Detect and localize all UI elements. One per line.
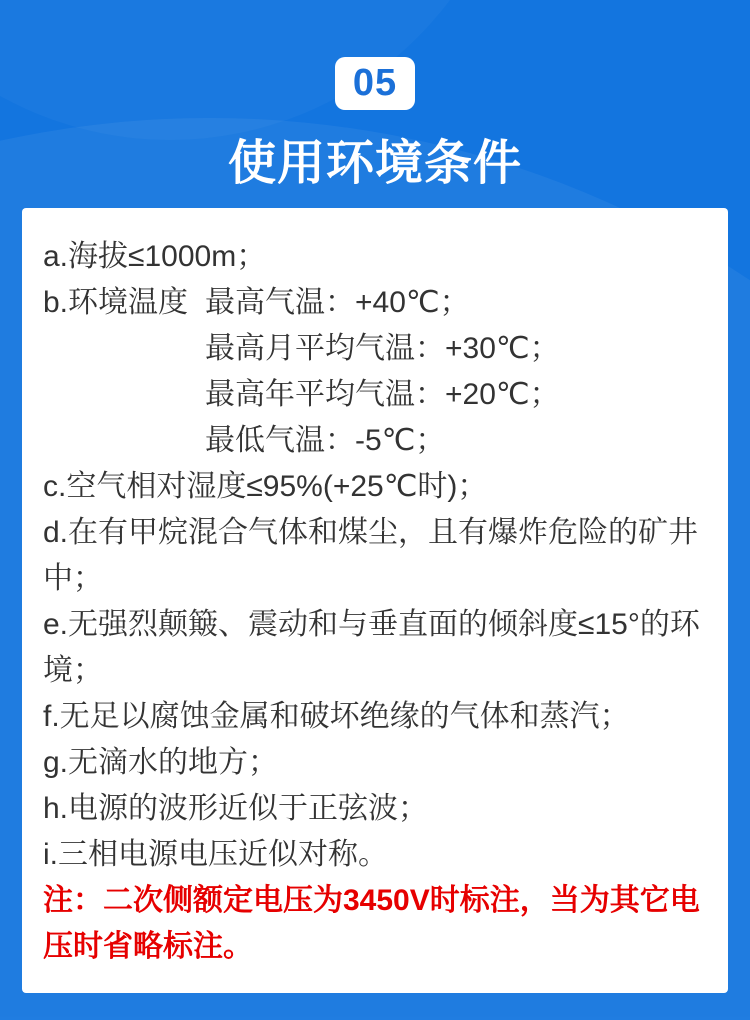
temp-line-max-year-avg: 最高年平均气温：+20℃； (205, 378, 560, 411)
section-number-badge (335, 57, 415, 110)
temp-line-max-month-avg: 最高月平均气温：+30℃； (205, 332, 560, 365)
condition-line-e: e.无强烈颠簸、震动和与垂直面的倾斜度≤15°的环境； (43, 608, 700, 687)
section-title: 使用环境条件 (227, 137, 522, 190)
condition-line-c: c.空气相对湿度≤95%(+25℃时)； (43, 470, 488, 503)
condition-line-b (43, 280, 708, 464)
background-circle-small (0, 0, 520, 140)
condition-line-h: h.电源的波形近似于正弦波； (43, 792, 429, 825)
condition-line-g: g.无滴水的地方； (43, 746, 279, 779)
section-number: 05 (352, 62, 398, 104)
temp-line-min: 最低气温：-5℃； (205, 424, 446, 457)
temp-line-max: 最高气温：+40℃； (205, 286, 470, 319)
temperature-list (205, 280, 708, 464)
note-text: 注：二次侧额定电压为3450V时标注，当为其它电压时省略标注。 (43, 884, 700, 963)
condition-line-a: a.海拔≤1000m； (43, 240, 267, 273)
condition-line-f: f.无足以腐蚀金属和破坏绝缘的气体和蒸汽； (43, 700, 630, 733)
condition-line-d: d.在有甲烷混合气体和煤尘，且有爆炸危险的矿井中； (43, 516, 699, 595)
condition-b-label: b.环境温度 (43, 286, 189, 319)
content-card (22, 208, 728, 993)
condition-line-i: i.三相电源电压近似对称。 (43, 838, 388, 871)
